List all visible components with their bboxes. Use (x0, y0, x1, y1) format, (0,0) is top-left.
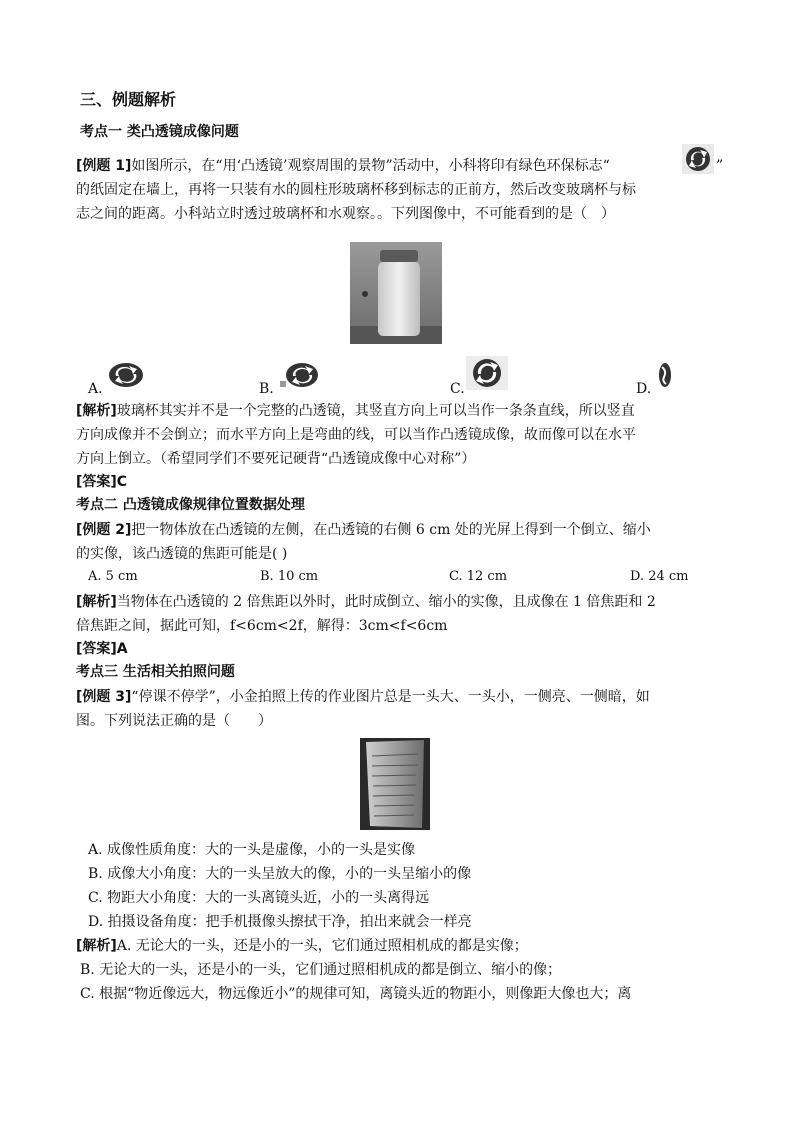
example-1-line-1-end: ” (716, 158, 724, 174)
glass-jar-photo (350, 242, 442, 344)
example-2-line-2: 的实像，该凸透镜的焦距可能是( ) (76, 546, 288, 562)
example-1-answer: [答案]C (76, 474, 128, 490)
example-1-line-3: 志之间的距离。小科站立时透过玻璃杯和水观察。。下列图像中，不可能看到的是（ ） (76, 206, 615, 222)
example-2-option-b: B. 10 cm (260, 569, 319, 584)
example-2-option-d: D. 24 cm (630, 569, 689, 584)
example-2-tag: [例题 2] (76, 522, 132, 538)
example-2-answer: [答案]A (76, 641, 128, 657)
example-2-line-1: [例题 2]把一物体放在凸透镜的左侧，在凸透镜的右侧 6 cm 处的光屏上得到一个倒立、缩小 (76, 522, 651, 538)
homework-photo (360, 738, 430, 830)
option-a-logo-icon (107, 361, 145, 389)
example-1-analysis-2: 方向成像并不会倒立；而水平方向上是弯曲的线，可以当作凸透镜成像，故而像可以在水平 (76, 427, 636, 443)
example-3-analysis-3: C. 根据“物近像远大，物远像近小”的规律可知，离镜头近的物距小，则像距大像也大；离 (80, 986, 632, 1002)
example-2-analysis-tag: [解析] (76, 594, 117, 610)
example-2-option-a: A. 5 cm (88, 569, 138, 584)
example-3-analysis-tag: [解析] (76, 938, 117, 954)
example-1-option-b: B. (259, 381, 274, 397)
example-3-line-1: [例题 3]“停课不停学”，小金拍照上传的作业图片总是一头大、一头小，一侧亮、一侧暗，如 (76, 689, 650, 705)
example-3-analysis-1: [解析]A. 无论大的一头，还是小的一头，它们通过照相机成的都是实像； (76, 938, 528, 954)
example-1-line-2: 的纸固定在墙上，再将一只装有水的圆柱形玻璃杯移到标志的正前方，然后改变玻璃杯与标 (76, 182, 636, 198)
example-2-option-c: C. 12 cm (449, 569, 508, 584)
kaodian-1-heading: 考点一 类凸透镜成像问题 (80, 124, 239, 140)
example-3-option-b: B. 成像大小角度：大的一头呈放大的像，小的一头呈缩小的像 (88, 866, 472, 882)
example-1-line-1: [例题 1]如图所示，在“用‘凸透镜’观察周围的景物”活动中，小科将印有绿色环保标志“ (76, 158, 610, 174)
example-1-answer-tag: [答案] (76, 474, 117, 490)
option-d-logo-icon (656, 361, 674, 389)
section-title: 三、例题解析 (80, 90, 177, 109)
example-2-analysis-1: [解析]当物体在凸透镜的 2 倍焦距以外时，此时成倒立、缩小的实像，且成像在 1 倍焦距和 2 (76, 594, 656, 610)
example-3-option-d: D. 拍摄设备角度：把手机摄像头擦拭干净，拍出来就会一样亮 (88, 914, 472, 930)
kaodian-2-heading: 考点二 凸透镜成像规律位置数据处理 (76, 497, 305, 513)
example-1-tag: [例题 1] (76, 158, 132, 174)
green-label-icon (682, 144, 714, 174)
example-3-analysis-2: B. 无论大的一头，还是小的一头，它们通过照相机成的都是倒立、缩小的像； (80, 962, 562, 978)
example-3-option-c: C. 物距大小角度：大的一头离镜头近，小的一头离得远 (88, 890, 430, 906)
example-3-line-2: 图。下列说法正确的是（ ） (76, 713, 272, 729)
example-1-analysis-tag: [解析] (76, 403, 117, 419)
example-3-tag: [例题 3] (76, 689, 132, 705)
example-3-option-a: A. 成像性质角度：大的一头是虚像，小的一头是实像 (88, 842, 416, 858)
option-c-logo-icon (466, 356, 508, 390)
example-1-option-a: A. (88, 381, 103, 397)
kaodian-3-heading: 考点三 生活相关拍照问题 (76, 664, 235, 680)
example-1-option-c: C. (450, 381, 465, 397)
example-1-analysis-3: 方向上倒立。（希望同学们不要死记硬背“凸透镜成像中心对称”） (76, 451, 476, 467)
option-b-logo-icon (280, 361, 320, 389)
example-1-analysis-1: [解析]玻璃杯其实并不是一个完整的凸透镜，其竖直方向上可以当作一条条直线，所以竖直 (76, 403, 635, 419)
example-2-analysis-2: 倍焦距之间，据此可知，f<6cm<2f，解得：3cm<f<6cm (76, 618, 448, 634)
example-2-answer-tag: [答案] (76, 641, 117, 657)
example-1-option-d: D. (636, 381, 652, 397)
